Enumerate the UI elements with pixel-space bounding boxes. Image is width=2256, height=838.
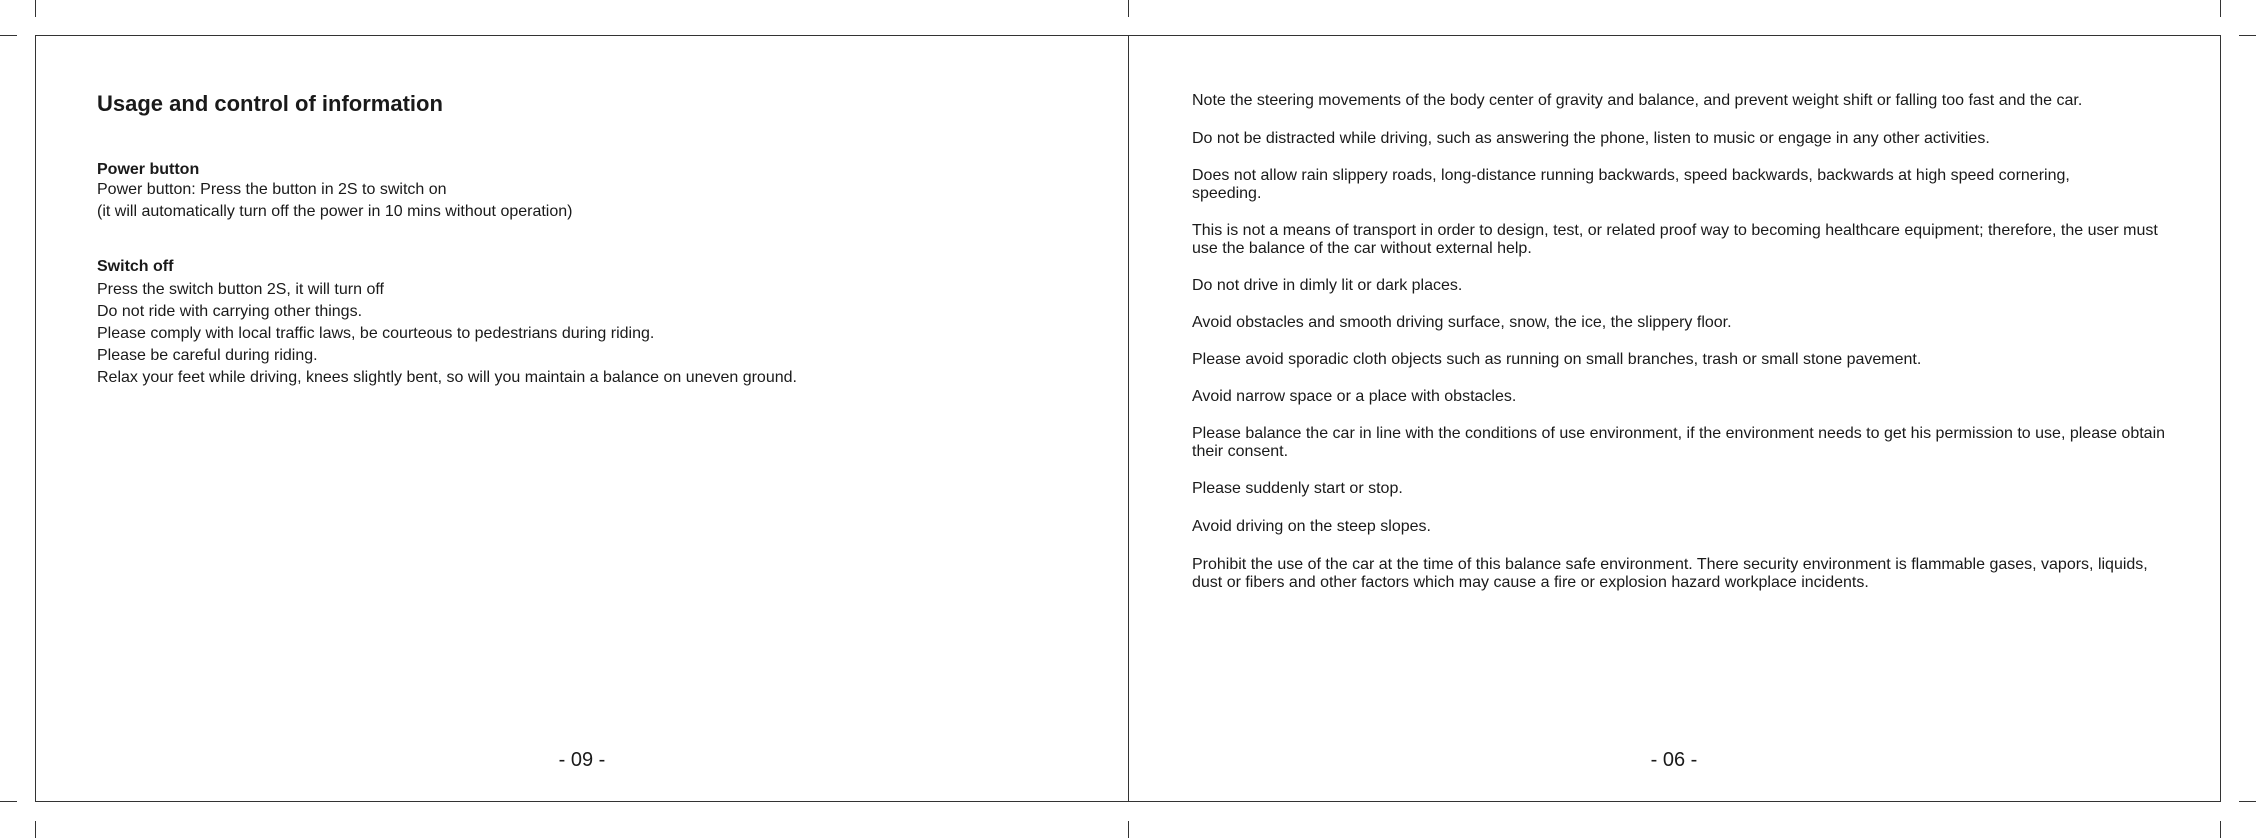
switch-off-section [97,258,797,389]
switch-off-heading: Switch off [97,258,174,275]
crop-mark-top-right-h [2239,35,2256,36]
spread-divider [1128,35,1129,802]
power-button-line: (it will automatically turn off the power in 10 mins without operation) [97,203,573,220]
crop-mark-top-right-v [2220,0,2221,17]
page-title: Usage and control of information [97,91,443,116]
safety-note: Note the steering movements of the body center of gravity and balance, and prevent weight shift or falling too fast and the car. [1192,92,2083,109]
page-number-right: - 06 - [1650,749,1698,771]
safety-note: This is not a means of transport in order to design, test, or related proof way to becoming healthcare equipment; therefore, the user must use the balance of the car without external help. [1192,222,2158,257]
crop-mark-bottom-left-v [35,821,36,838]
safety-note: Avoid driving on the steep slopes. [1192,518,1431,535]
switch-off-line: Please be careful during riding. [97,347,318,364]
crop-mark-top-left-h [0,35,17,36]
crop-mark-bottom-right-h [2239,801,2256,802]
page-number-left: - 09 - [558,749,606,771]
power-button-line: Power button: Press the button in 2S to switch on [97,181,447,198]
power-button-heading: Power button [97,161,200,178]
crop-mark-bottom-center-v [1128,821,1129,838]
safety-note: Do not be distracted while driving, such as answering the phone, listen to music or engage in any other activities. [1192,130,1990,147]
switch-off-line: Relax your feet while driving, knees slightly bent, so will you maintain a balance on uneven ground. [97,369,797,386]
safety-note: Avoid obstacles and smooth driving surface, snow, the ice, the slippery floor. [1192,314,1732,331]
safety-note: Please avoid sporadic cloth objects such as running on small branches, trash or small stone pavement. [1192,351,1922,368]
safety-note: Prohibit the use of the car at the time of this balance safe environment. There security environment is flammable gases, vapors, liquids, dust or fibers and other factors which may cause a fire or explosion hazard workplace incidents. [1192,556,2148,591]
safety-note: Please balance the car in line with the conditions of use environment, if the environment needs to get his permission to use, please obtain their consent. [1192,425,2166,460]
power-button-section [97,161,572,223]
left-page [97,90,1097,386]
crop-mark-bottom-left-h [0,801,17,802]
safety-note: Does not allow rain slippery roads, long-distance running backwards, speed backwards, backwards at high speed cornering, speeding. [1192,167,2070,202]
switch-off-line: Please comply with local traffic laws, be courteous to pedestrians during riding. [97,325,655,342]
switch-off-line: Press the switch button 2S, it will turn off [97,281,384,298]
crop-mark-top-left-v [35,0,36,17]
crop-mark-bottom-right-v [2220,821,2221,838]
safety-note: Avoid narrow space or a place with obstacles. [1192,388,1517,405]
safety-note: Do not drive in dimly lit or dark places. [1192,277,1463,294]
switch-off-line: Do not ride with carrying other things. [97,303,363,320]
crop-mark-top-center-v [1128,0,1129,17]
safety-note: Please suddenly start or stop. [1192,480,1403,497]
